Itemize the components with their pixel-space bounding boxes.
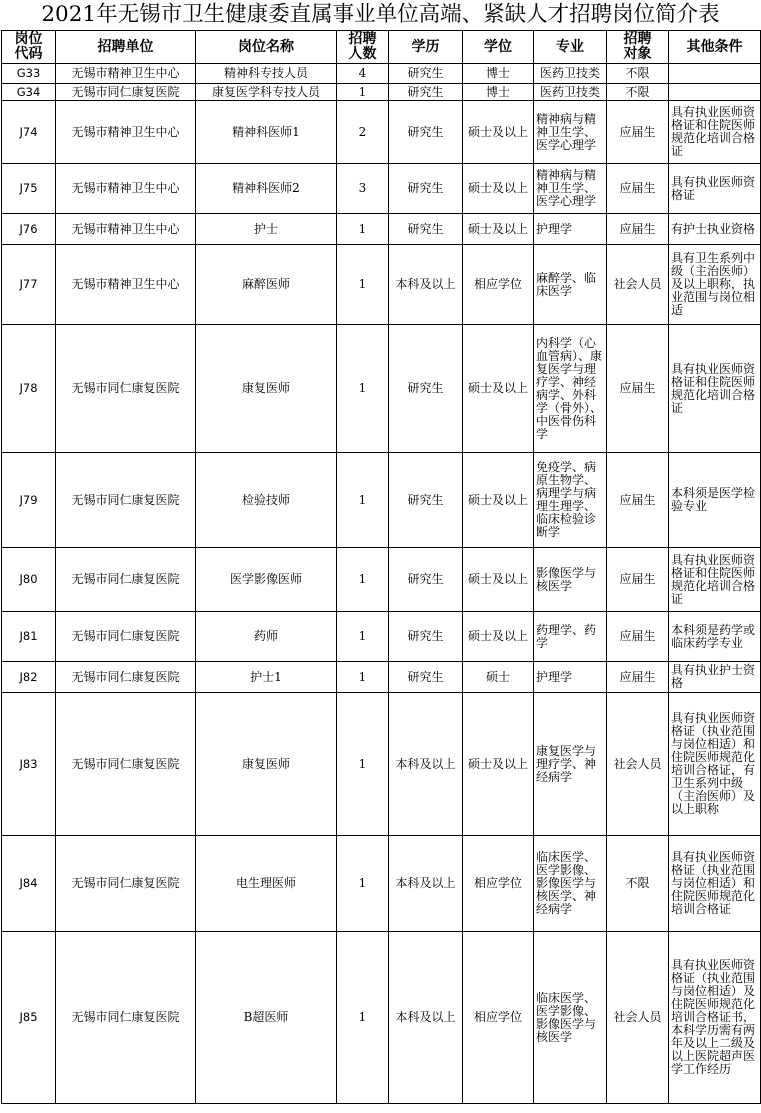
- cell-degree: 博士: [463, 84, 534, 101]
- cell-education: 本科及以上: [389, 245, 463, 325]
- table-row: [2, 245, 761, 325]
- cell-degree: 硕士及以上: [463, 101, 534, 164]
- cell-other: 具有执业医师资格证（执业范围与岗位相适）和住院医师规范化培训合格证: [669, 836, 761, 932]
- cell-code: J78: [2, 325, 56, 453]
- cell-major: 内科学（心血管病）、康复医学与理疗学、神经病学、外科学（骨外）、中医骨伤科学: [534, 325, 607, 453]
- cell-position: 精神科医师2: [196, 164, 337, 214]
- cell-count: 1: [337, 612, 389, 662]
- cell-code: J81: [2, 612, 56, 662]
- cell-count: 2: [337, 101, 389, 164]
- cell-other: 具有执业医师资格证: [669, 164, 761, 214]
- cell-position: 药师: [196, 612, 337, 662]
- cell-major: 护理学: [534, 214, 607, 245]
- cell-target: 应届生: [607, 548, 669, 612]
- cell-position: 电生理医师: [196, 836, 337, 932]
- header-position: 岗位名称: [196, 31, 337, 64]
- cell-education: 研究生: [389, 325, 463, 453]
- cell-major: 药理学、药学: [534, 612, 607, 662]
- cell-major: 精神病与精神卫生学、医学心理学: [534, 164, 607, 214]
- cell-education: 本科及以上: [389, 693, 463, 836]
- cell-unit: 无锡市同仁康复医院: [56, 84, 196, 101]
- cell-code: J79: [2, 453, 56, 548]
- cell-code: J84: [2, 836, 56, 932]
- cell-target: 社会人员: [607, 693, 669, 836]
- cell-unit: 无锡市精神卫生中心: [56, 164, 196, 214]
- cell-degree: 硕士及以上: [463, 612, 534, 662]
- cell-other: 本科须是药学或临床药学专业: [669, 612, 761, 662]
- cell-major: 免疫学、病原生物学、病理学与病理生理学、临床检验诊断学: [534, 453, 607, 548]
- cell-degree: 硕士及以上: [463, 693, 534, 836]
- cell-education: 本科及以上: [389, 932, 463, 1104]
- cell-target: 应届生: [607, 662, 669, 693]
- cell-count: 1: [337, 245, 389, 325]
- cell-unit: 无锡市同仁康复医院: [56, 836, 196, 932]
- cell-count: 4: [337, 64, 389, 84]
- cell-position: 护士1: [196, 662, 337, 693]
- table-row: [2, 612, 761, 662]
- cell-education: 研究生: [389, 548, 463, 612]
- table-row: [2, 164, 761, 214]
- cell-code: J77: [2, 245, 56, 325]
- cell-other: [669, 64, 761, 84]
- cell-other: 具有执业医师资格证（执业范围与岗位相适）和住院医师规范化培训合格证，有卫生系列中级（主治医师）及以上职称: [669, 693, 761, 836]
- page-title: 2021年无锡市卫生健康委直属事业单位高端、紧缺人才招聘岗位简介表: [41, 2, 720, 27]
- cell-unit: 无锡市同仁康复医院: [56, 662, 196, 693]
- cell-count: 3: [337, 164, 389, 214]
- cell-target: 不限: [607, 64, 669, 84]
- header-target: 招聘 对象: [607, 31, 669, 64]
- cell-unit: 无锡市同仁康复医院: [56, 932, 196, 1104]
- cell-degree: 硕士: [463, 662, 534, 693]
- table-row: [2, 84, 761, 101]
- cell-degree: 硕士及以上: [463, 164, 534, 214]
- cell-count: 1: [337, 548, 389, 612]
- cell-count: 1: [337, 325, 389, 453]
- cell-degree: 相应学位: [463, 836, 534, 932]
- cell-unit: 无锡市同仁康复医院: [56, 612, 196, 662]
- cell-target: 社会人员: [607, 245, 669, 325]
- cell-other: [669, 84, 761, 101]
- cell-education: 研究生: [389, 164, 463, 214]
- cell-other: 本科须是医学检验专业: [669, 453, 761, 548]
- cell-code: J80: [2, 548, 56, 612]
- header-education: 学历: [389, 31, 463, 64]
- cell-degree: 硕士及以上: [463, 214, 534, 245]
- cell-code: G34: [2, 84, 56, 101]
- cell-code: J76: [2, 214, 56, 245]
- cell-unit: 无锡市同仁康复医院: [56, 693, 196, 836]
- cell-unit: 无锡市精神卫生中心: [56, 64, 196, 84]
- cell-education: 本科及以上: [389, 836, 463, 932]
- cell-count: 1: [337, 693, 389, 836]
- cell-target: 应届生: [607, 325, 669, 453]
- cell-other: 具有执业医师资格证（执业范围与岗位相适）及住院医师规范化培训合格证书，本科学历需有两年及以上二级及以上医院超声医学工作经历: [669, 932, 761, 1104]
- header-row: [2, 31, 761, 64]
- cell-position: B超医师: [196, 932, 337, 1104]
- cell-position: 精神科医师1: [196, 101, 337, 164]
- table-row: [2, 453, 761, 548]
- cell-major: 精神病与精神卫生学、医学心理学: [534, 101, 607, 164]
- cell-unit: 无锡市精神卫生中心: [56, 245, 196, 325]
- cell-code: J83: [2, 693, 56, 836]
- cell-other: 具有执业医师资格证和住院医师规范化培训合格证: [669, 548, 761, 612]
- cell-count: 1: [337, 453, 389, 548]
- cell-education: 研究生: [389, 612, 463, 662]
- table-row: [2, 214, 761, 245]
- table-row: [2, 101, 761, 164]
- cell-major: 医药卫技类: [534, 84, 607, 101]
- cell-other: 具有执业医师资格证和住院医师规范化培训合格证: [669, 325, 761, 453]
- cell-code: J74: [2, 101, 56, 164]
- cell-position: 麻醉医师: [196, 245, 337, 325]
- cell-major: 影像医学与核医学: [534, 548, 607, 612]
- cell-education: 研究生: [389, 453, 463, 548]
- table-row: [2, 548, 761, 612]
- header-count: 招聘 人数: [337, 31, 389, 64]
- cell-unit: 无锡市同仁康复医院: [56, 325, 196, 453]
- cell-target: 应届生: [607, 612, 669, 662]
- cell-unit: 无锡市同仁康复医院: [56, 548, 196, 612]
- cell-position: 检验技师: [196, 453, 337, 548]
- table-row: [2, 693, 761, 836]
- cell-degree: 硕士及以上: [463, 548, 534, 612]
- table-row: [2, 932, 761, 1104]
- cell-count: 1: [337, 662, 389, 693]
- cell-position: 康复医师: [196, 693, 337, 836]
- cell-target: 应届生: [607, 101, 669, 164]
- table-row: [2, 836, 761, 932]
- cell-degree: 相应学位: [463, 932, 534, 1104]
- cell-unit: 无锡市精神卫生中心: [56, 101, 196, 164]
- cell-other: 具有执业医师资格证和住院医师规范化培训合格证: [669, 101, 761, 164]
- header-unit: 招聘单位: [56, 31, 196, 64]
- cell-degree: 硕士及以上: [463, 453, 534, 548]
- cell-count: 1: [337, 84, 389, 101]
- cell-degree: 博士: [463, 64, 534, 84]
- cell-target: 应届生: [607, 214, 669, 245]
- cell-education: 研究生: [389, 662, 463, 693]
- header-other: 其他条件: [669, 31, 761, 64]
- cell-major: 临床医学、医学影像、影像医学与核医学、神经病学: [534, 836, 607, 932]
- header-major: 专业: [534, 31, 607, 64]
- cell-code: J75: [2, 164, 56, 214]
- cell-position: 医学影像医师: [196, 548, 337, 612]
- table-row: [2, 662, 761, 693]
- cell-target: 不限: [607, 836, 669, 932]
- cell-major: 医药卫技类: [534, 64, 607, 84]
- table-row: [2, 325, 761, 453]
- cell-position: 精神科专技人员: [196, 64, 337, 84]
- cell-degree: 硕士及以上: [463, 325, 534, 453]
- header-degree: 学位: [463, 31, 534, 64]
- cell-other: 有护士执业资格: [669, 214, 761, 245]
- cell-target: 应届生: [607, 453, 669, 548]
- table-row: [2, 64, 761, 84]
- cell-other: 具有卫生系列中级（主治医师）及以上职称，执业范围与岗位相适: [669, 245, 761, 325]
- cell-count: 1: [337, 932, 389, 1104]
- cell-unit: 无锡市同仁康复医院: [56, 453, 196, 548]
- cell-code: J85: [2, 932, 56, 1104]
- cell-target: 应届生: [607, 164, 669, 214]
- cell-count: 1: [337, 214, 389, 245]
- cell-position: 康复医师: [196, 325, 337, 453]
- cell-unit: 无锡市精神卫生中心: [56, 214, 196, 245]
- cell-count: 1: [337, 836, 389, 932]
- cell-education: 研究生: [389, 214, 463, 245]
- cell-major: 临床医学、医学影像、影像医学与核医学: [534, 932, 607, 1104]
- cell-education: 研究生: [389, 64, 463, 84]
- cell-major: 康复医学与理疗学、神经病学: [534, 693, 607, 836]
- cell-code: J82: [2, 662, 56, 693]
- cell-target: 社会人员: [607, 932, 669, 1104]
- cell-other: 具有执业护士资格: [669, 662, 761, 693]
- cell-position: 康复医学科专技人员: [196, 84, 337, 101]
- header-code: 岗位 代码: [2, 31, 56, 64]
- cell-education: 研究生: [389, 101, 463, 164]
- cell-degree: 相应学位: [463, 245, 534, 325]
- cell-education: 研究生: [389, 84, 463, 101]
- cell-position: 护士: [196, 214, 337, 245]
- cell-major: 护理学: [534, 662, 607, 693]
- cell-code: G33: [2, 64, 56, 84]
- positions-table: [1, 30, 761, 1104]
- cell-major: 麻醉学、临床医学: [534, 245, 607, 325]
- cell-target: 不限: [607, 84, 669, 101]
